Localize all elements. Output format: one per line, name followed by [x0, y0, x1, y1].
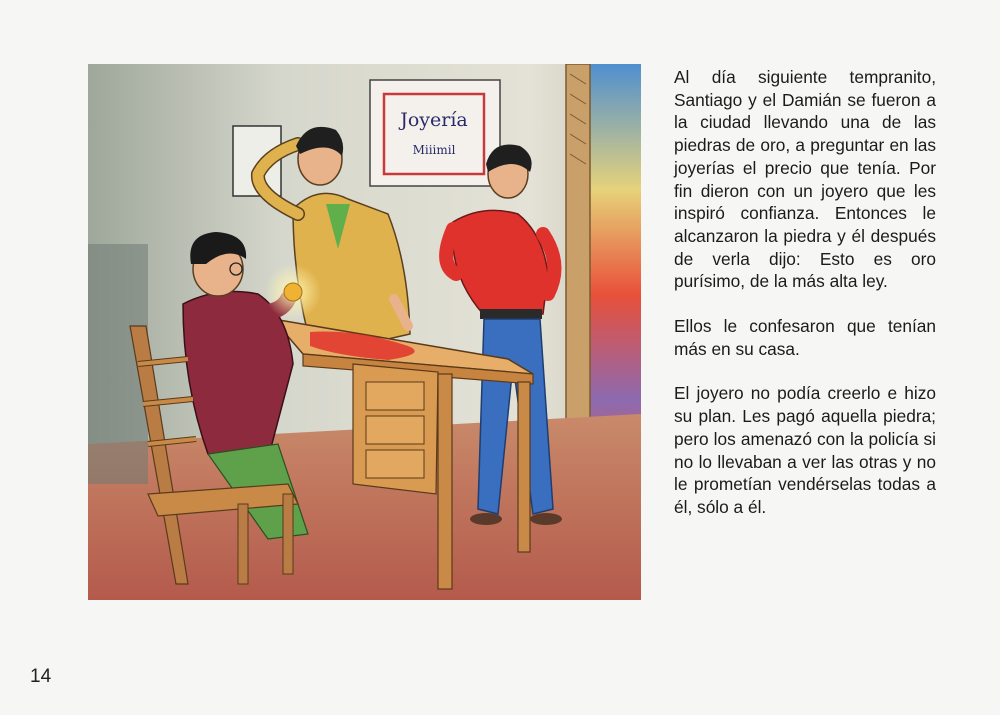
illustration-drawing: [88, 64, 641, 600]
page-number: 14: [30, 666, 52, 687]
sign-title: Joyería: [400, 109, 468, 131]
story-paragraph-1: Al día siguiente tempranito, Santiago y el Damián se fueron a la ciudad llevando una de las piedras de oro, a preguntar en las joyerías el precio que tenía. Por fin dieron con un joyero que les inspiró confianza. Entonces le alcanzaron la piedra y él después de verla dijo: Esto es oro purísimo, de la más alta ley.: [674, 67, 936, 292]
story-text: [674, 66, 936, 541]
story-paragraph-3: El joyero no podía creerlo e hizo su plan. Les pagó aquella piedra; pero los amenazó con la policía si no lo llevaban a ver las otras y no le prometían vendérselas todas a él, sólo a él.: [674, 383, 936, 517]
sign-subtitle: Miiimil: [412, 143, 456, 157]
jeweler-scene-illustration: [88, 64, 641, 600]
story-paragraph-2: Ellos le confesaron que tenían más en su casa.: [674, 316, 936, 359]
